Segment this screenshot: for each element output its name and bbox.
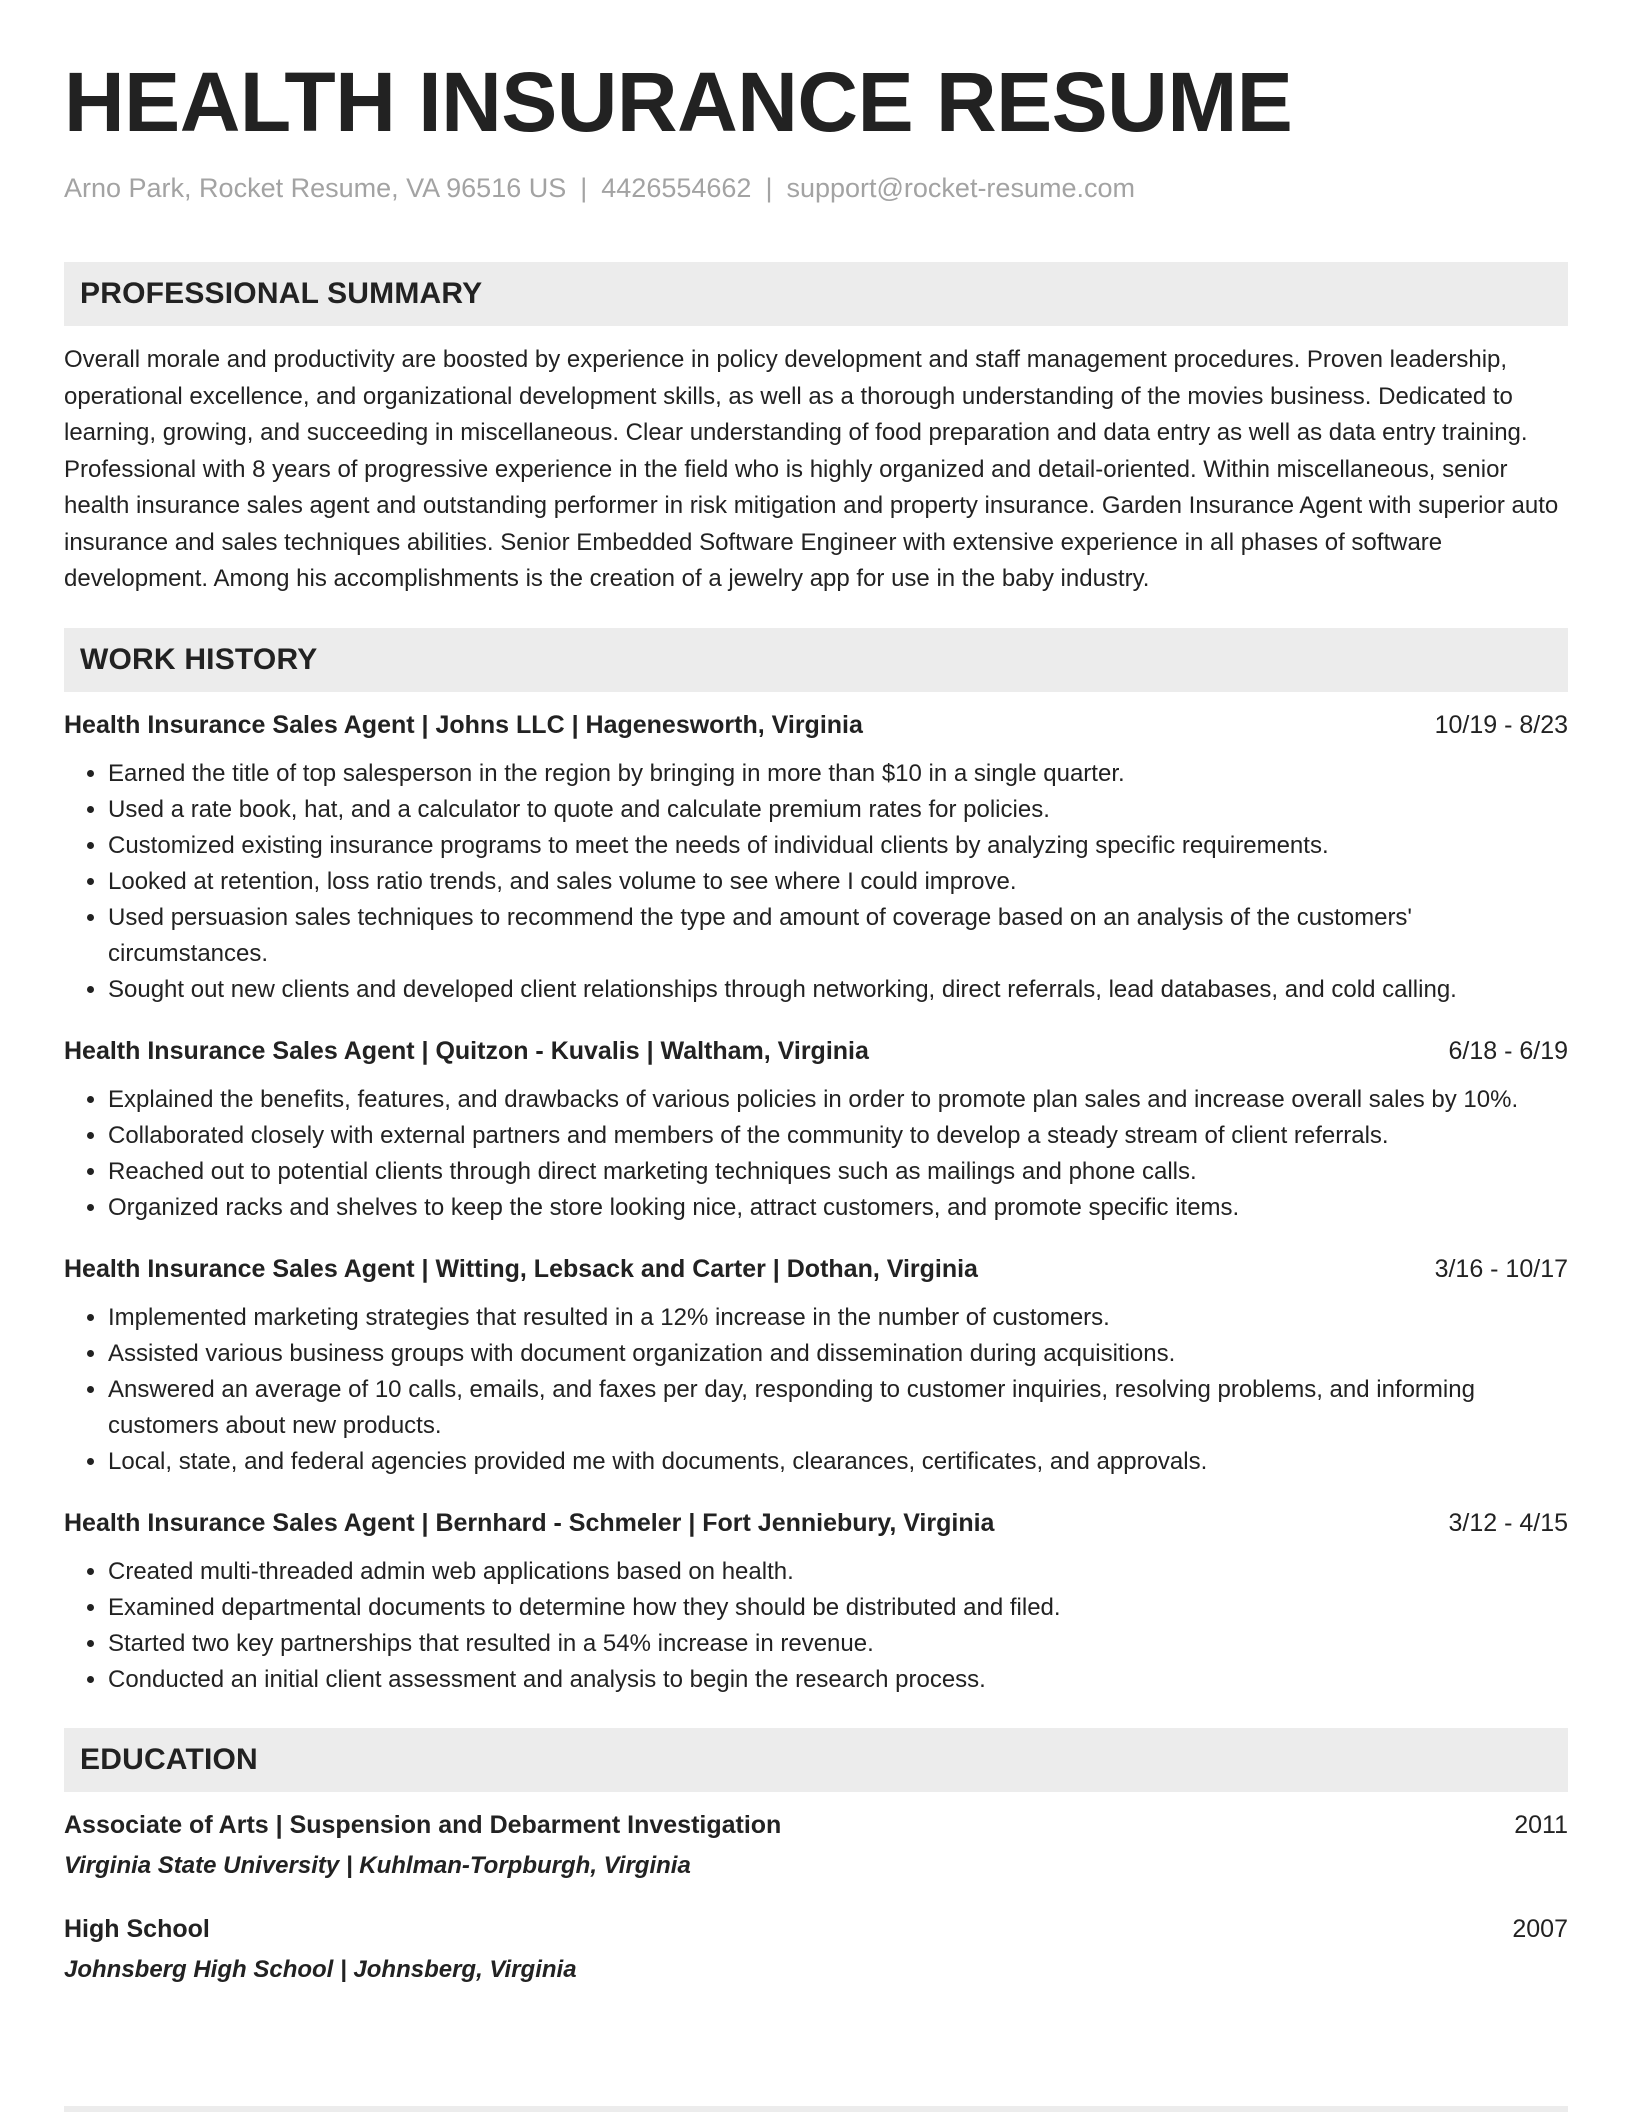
education-school: Virginia State University | Kuhlman-Torpburgh, Virginia (64, 1851, 691, 1879)
job-title: Health Insurance Sales Agent | Quitzon - Kuvalis | Waltham, Virginia (64, 1036, 869, 1065)
education-degree: Associate of Arts | Suspension and Debarment Investigation (64, 1810, 782, 1839)
job-bullet: • Implemented marketing strategies that resulted in a 12% increase in the number of customers. (108, 1300, 1568, 1336)
job-header (64, 1506, 1568, 1540)
bottom-divider (64, 2106, 1568, 2112)
job-bullet: • Used a rate book, hat, and a calculator to quote and calculate premium rates for policies. (108, 792, 1568, 828)
job-entry (64, 1506, 1568, 1698)
contact-address: Arno Park, Rocket Resume, VA 96516 US (64, 173, 567, 203)
job-entry (64, 1252, 1568, 1480)
job-title: Health Insurance Sales Agent | Bernhard - Schmeler | Fort Jenniebury, Virginia (64, 1508, 995, 1537)
work-history-list (64, 708, 1568, 1698)
section-header-summary: PROFESSIONAL SUMMARY (64, 262, 1568, 326)
job-bullet-list (64, 756, 1568, 1008)
job-dates: 6/18 - 6/19 (1448, 1036, 1568, 1065)
job-bullet: • Started two key partnerships that resulted in a 54% increase in revenue. (108, 1626, 1568, 1662)
education-header (64, 1912, 1568, 1946)
summary-text: Overall morale and productivity are boosted by experience in policy development and staff management procedures. Proven leadership, operational excellence, and organizational development skills, as well as a thorough understanding of the movies business. Dedicated to learning, growing, and succeeding in miscellaneous. Clear understanding of food preparation and data entry as well as data entry training. Professional with 8 years of progressive experience in the field who is highly organized and detail-oriented. Within miscellaneous, senior health insurance sales agent and outstanding performer in risk mitigation and property insurance. Garden Insurance Agent with superior auto insurance and sales techniques abilities. Senior Embedded Software Engineer with extensive experience in all phases of software development. Among his accomplishments is the creation of a jewelry app for use in the baby industry. (64, 346, 1559, 593)
contact-line (64, 172, 1568, 204)
contact-email: support@rocket-resume.com (786, 173, 1135, 203)
job-header (64, 1252, 1568, 1286)
job-bullet-list (64, 1082, 1568, 1226)
job-entry (64, 708, 1568, 1008)
job-bullet: • Organized racks and shelves to keep the store looking nice, attract customers, and promote specific items. (108, 1190, 1568, 1226)
job-bullet: • Reached out to potential clients through direct marketing techniques such as mailings and phone calls. (108, 1154, 1568, 1190)
job-bullet: • Looked at retention, loss ratio trends, and sales volume to see where I could improve. (108, 864, 1568, 900)
job-title: Health Insurance Sales Agent | Johns LLC | Hagenesworth, Virginia (64, 710, 863, 739)
education-degree: High School (64, 1914, 210, 1943)
job-bullet: • Assisted various business groups with document organization and dissemination during acquisitions. (108, 1336, 1568, 1372)
job-bullet: • Created multi-threaded admin web applications based on health. (108, 1554, 1568, 1590)
job-header (64, 1034, 1568, 1068)
job-bullet: • Answered an average of 10 calls, emails, and faxes per day, responding to customer inquiries, resolving problems, and informing customers about new products. (108, 1372, 1568, 1444)
resume-title: HEALTH INSURANCE RESUME (64, 55, 1293, 149)
job-entry (64, 1034, 1568, 1226)
job-header (64, 708, 1568, 742)
education-list (64, 1808, 1568, 1988)
job-bullet: • Used persuasion sales techniques to recommend the type and amount of coverage based on an analysis of the customers' circumstances. (108, 900, 1568, 972)
job-title: Health Insurance Sales Agent | Witting, Lebsack and Carter | Dothan, Virginia (64, 1254, 978, 1283)
contact-phone: 4426554662 (601, 173, 752, 203)
job-bullet: • Earned the title of top salesperson in the region by bringing in more than $10 in a single quarter. (108, 756, 1568, 792)
job-dates: 3/12 - 4/15 (1448, 1508, 1568, 1537)
education-header (64, 1808, 1568, 1842)
contact-separator: | (580, 173, 588, 203)
section-header-work-history: WORK HISTORY (64, 628, 1568, 692)
education-year: 2007 (1512, 1914, 1568, 1943)
job-bullet: • Examined departmental documents to determine how they should be distributed and filed. (108, 1590, 1568, 1626)
job-bullet-list (64, 1554, 1568, 1698)
education-year: 2011 (1514, 1810, 1568, 1839)
job-bullet: • Customized existing insurance programs to meet the needs of individual clients by analyzing specific requirements. (108, 828, 1568, 864)
education-entry (64, 1808, 1568, 1884)
job-bullet: • Conducted an initial client assessment and analysis to begin the research process. (108, 1662, 1568, 1698)
job-bullet: • Explained the benefits, features, and drawbacks of various policies in order to promote plan sales and increase overall sales by 10%. (108, 1082, 1568, 1118)
section-header-education: EDUCATION (64, 1728, 1568, 1792)
job-bullet: • Local, state, and federal agencies provided me with documents, clearances, certificates, and approvals. (108, 1444, 1568, 1480)
job-bullet: • Sought out new clients and developed client relationships through networking, direct referrals, lead databases, and cold calling. (108, 972, 1568, 1008)
contact-separator: | (765, 173, 773, 203)
education-entry (64, 1912, 1568, 1988)
job-bullet: • Collaborated closely with external partners and members of the community to develop a steady stream of client referrals. (108, 1118, 1568, 1154)
job-dates: 3/16 - 10/17 (1434, 1254, 1568, 1283)
job-bullet-list (64, 1300, 1568, 1480)
job-dates: 10/19 - 8/23 (1434, 710, 1568, 739)
education-school: Johnsberg High School | Johnsberg, Virginia (64, 1955, 577, 1983)
